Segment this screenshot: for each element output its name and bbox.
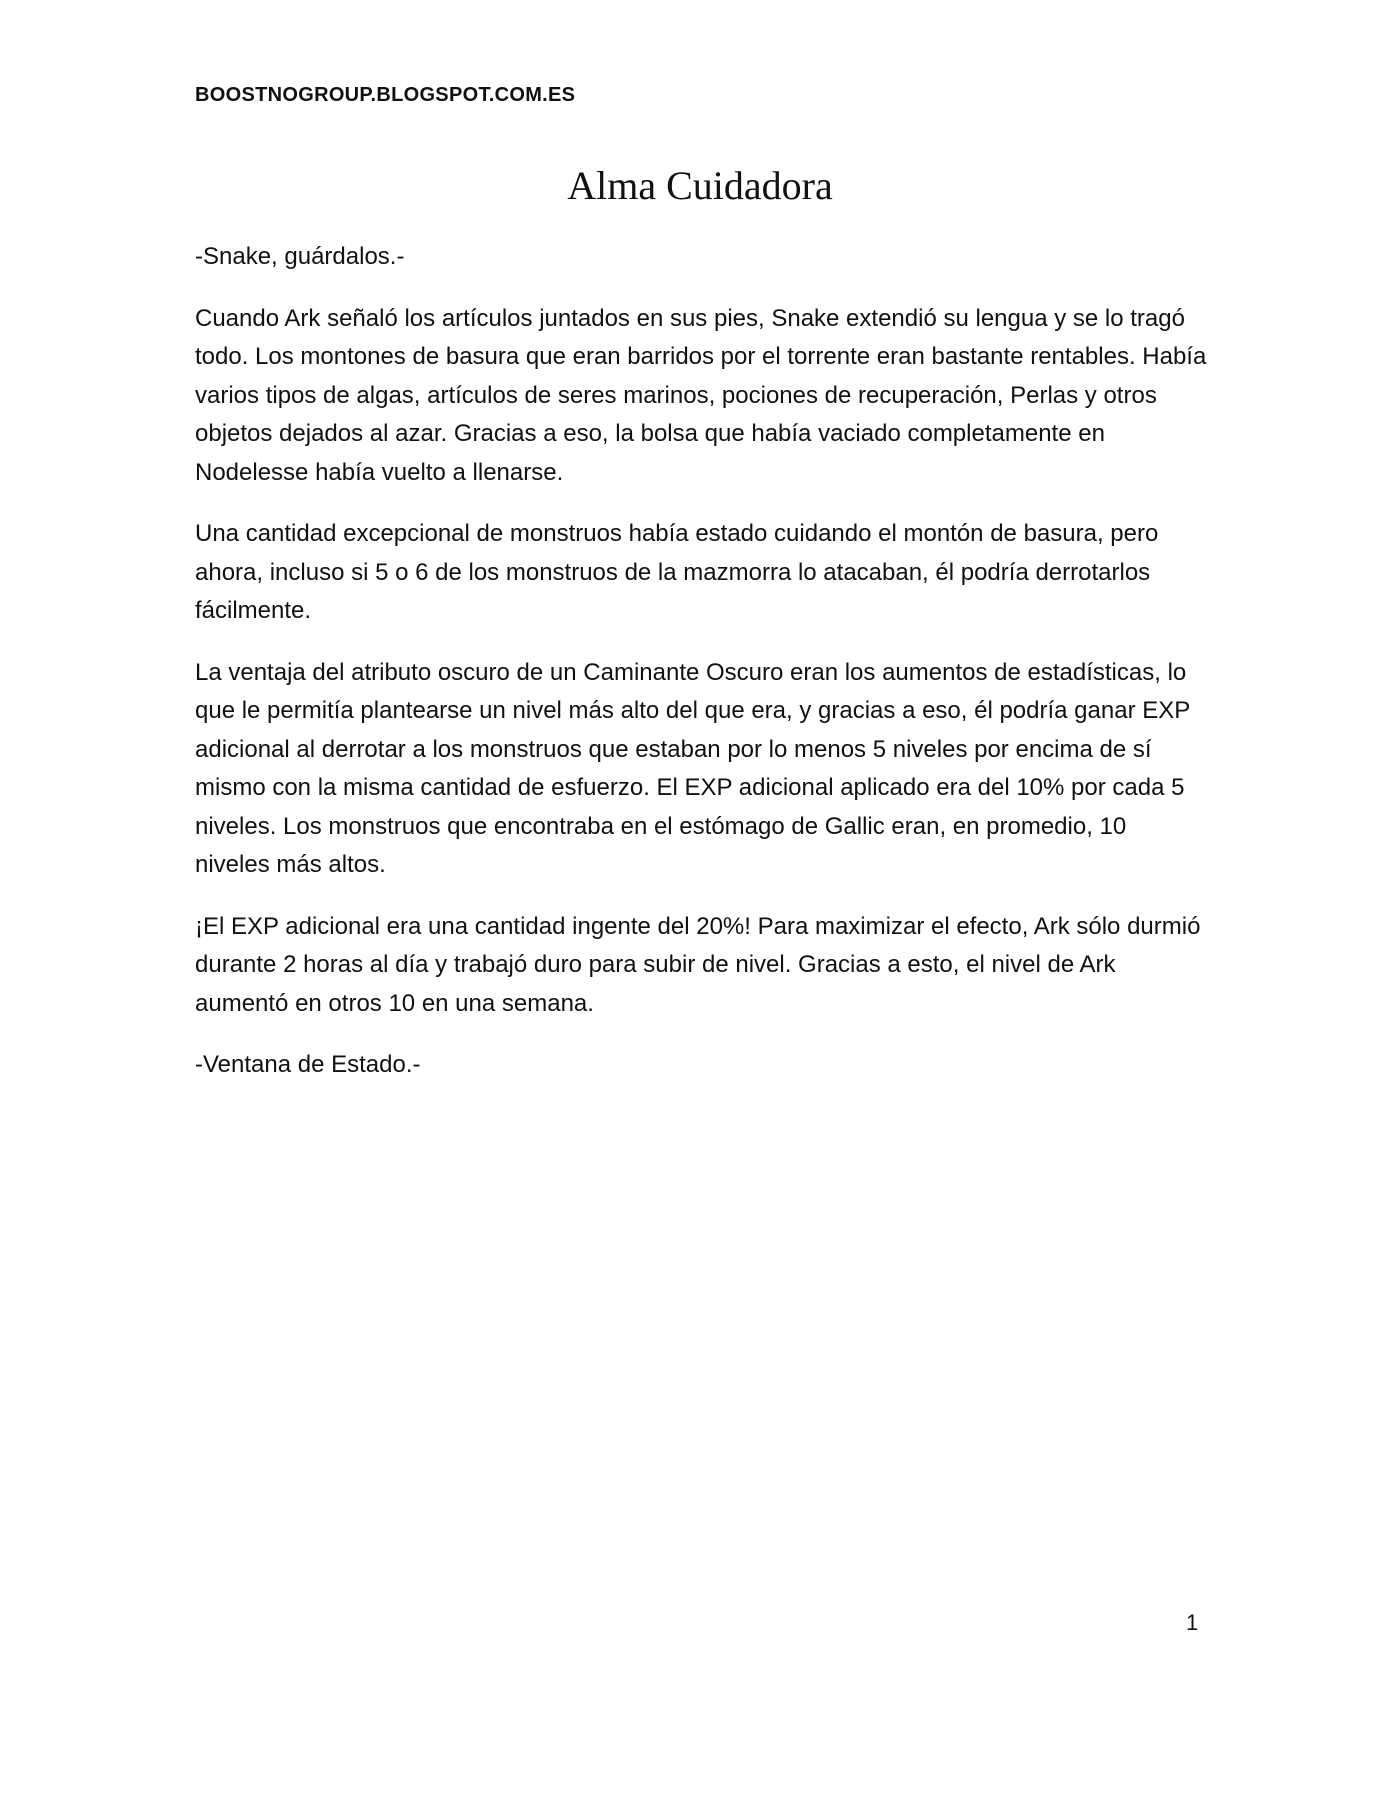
- paragraph: -Ventana de Estado.-: [195, 1051, 421, 1078]
- page-number: 1: [1186, 1610, 1199, 1635]
- document-title: Alma Cuidadora: [567, 163, 833, 208]
- paragraph: -Snake, guárdalos.-: [195, 243, 405, 270]
- paragraph: ¡El EXP adicional era una cantidad ingente del 20%! Para maximizar el efecto, Ark sólo durmió durante 2 horas al día y trabajó duro para subir de nivel. Gracias a esto, el nivel de Ark aumentó en otros 10 en una semana.: [195, 912, 1201, 1017]
- paragraph: Cuando Ark señaló los artículos juntados en sus pies, Snake extendió su lengua y se lo tragó todo. Los montones de basura que eran barridos por el torrente eran bastante rentables. Había varios tipos de algas, artículos de seres marinos, pociones de recuperación, Perlas y otros objetos dejados al azar. Gracias a eso, la bolsa que había vaciado completamente en Nodelesse había vuelto a llenarse.: [195, 304, 1207, 486]
- paragraph: Una cantidad excepcional de monstruos había estado cuidando el montón de basura, pero ahora, incluso si 5 o 6 de los monstruos de la mazmorra lo atacaban, él podría derrotarlos fácilmente.: [195, 520, 1159, 624]
- document-body: [195, 238, 1207, 1108]
- page-header: BOOSTNOGROUP.BLOGSPOT.COM.ES: [195, 84, 576, 106]
- paragraph: La ventaja del atributo oscuro de un Caminante Oscuro eran los aumentos de estadísticas, lo que le permitía plantearse un nivel más alto del que era, y gracias a eso, él podría ganar EXP adicional al derrotar a los monstruos que estaban por lo menos 5 niveles por encima de sí mismo con la misma cantidad de esfuerzo. El EXP adicional aplicado era del 10% por cada 5 niveles. Los monstruos que encontraba en el estómago de Gallic eran, en promedio, 10 niveles más altos.: [195, 658, 1190, 878]
